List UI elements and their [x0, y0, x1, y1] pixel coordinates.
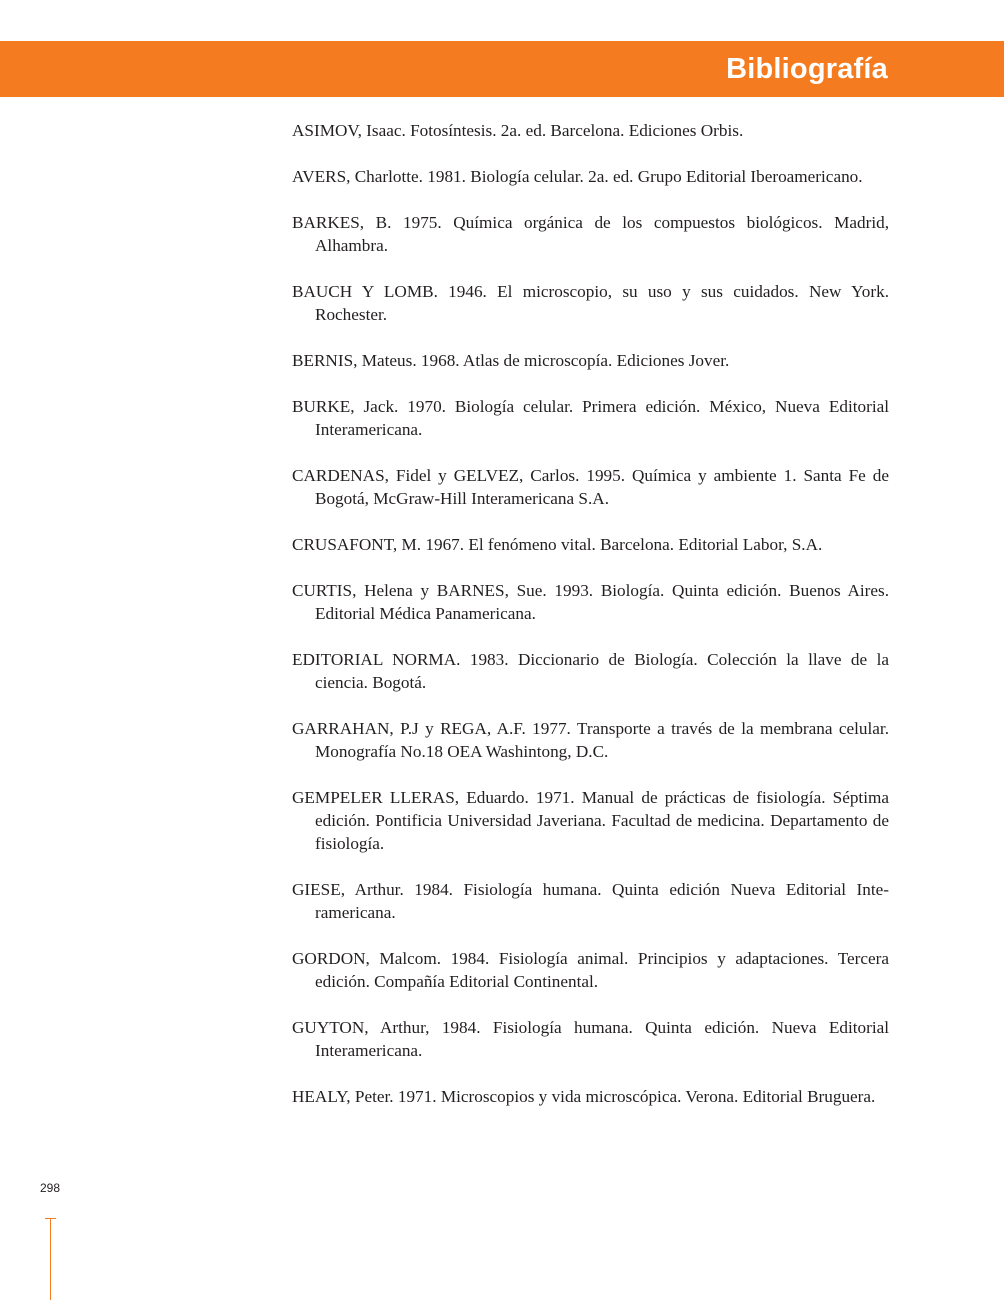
bibliography-entry: GEMPELER LLERAS, Eduardo. 1971. Manual de prácticas de fisiología. Séptima edición. Pontificia Universidad Javeriana. Facultad de medicina. Departamento de fisiología.	[292, 788, 889, 853]
page-title: Bibliografía	[726, 53, 888, 85]
margin-rule	[50, 1218, 51, 1300]
bibliography-entry: CURTIS, Helena y BARNES, Sue. 1993. Biología. Quinta edición. Buenos Aires. Editorial Médica Panamericana.	[292, 581, 889, 623]
header-bar	[0, 41, 1004, 97]
bibliography-list	[292, 119, 889, 1131]
bibliography-entry: BERNIS, Mateus. 1968. Atlas de microscopía. Ediciones Jover.	[292, 351, 730, 370]
bibliography-entry: GORDON, Malcom. 1984. Fisiología animal. Principios y adaptaciones. Tercera edición. Compañía Editorial Continental.	[292, 949, 889, 991]
bibliography-entry: GARRAHAN, P.J y REGA, A.F. 1977. Transporte a través de la membrana celular. Monografía No.18 OEA Washintong, D.C.	[292, 719, 889, 761]
bibliography-entry: EDITORIAL NORMA. 1983. Diccionario de Biología. Colección la llave de la ciencia. Bogotá.	[292, 650, 889, 692]
bibliography-entry: HEALY, Peter. 1971. Microscopios y vida microscópica. Verona. Editorial Bruguera.	[292, 1087, 876, 1106]
bibliography-entry: AVERS, Charlotte. 1981. Biología celular. 2a. ed. Grupo Editorial Iberoamericano.	[292, 167, 863, 186]
bibliography-entry: CRUSAFONT, M. 1967. El fenómeno vital. Barcelona. Editorial Labor, S.A.	[292, 535, 823, 554]
bibliography-entry: GIESE, Arthur. 1984. Fisiología humana. Quinta edición Nueva Editorial Interamericana.	[292, 880, 889, 922]
page-number: 298	[40, 1181, 61, 1195]
bibliography-entry: CARDENAS, Fidel y GELVEZ, Carlos. 1995. Química y ambiente 1. Santa Fe de Bogotá, McGraw-Hill Interamericana S.A.	[292, 466, 889, 508]
bibliography-entry: BAUCH Y LOMB. 1946. El microscopio, su uso y sus cuidados. New York. Rochester.	[292, 282, 889, 324]
bibliography-entry: ASIMOV, Isaac. Fotosíntesis. 2a. ed. Barcelona. Ediciones Orbis.	[292, 121, 744, 140]
bibliography-entry: GUYTON, Arthur, 1984. Fisiología humana. Quinta edición. Nueva Editorial Interamericana.	[292, 1018, 889, 1060]
bibliography-entry: BARKES, B. 1975. Química orgánica de los compuestos biológicos. Madrid, Alhambra.	[292, 213, 889, 255]
bibliography-entry: BURKE, Jack. 1970. Biología celular. Primera edición. México, Nueva Editorial Interamericana.	[292, 397, 889, 439]
